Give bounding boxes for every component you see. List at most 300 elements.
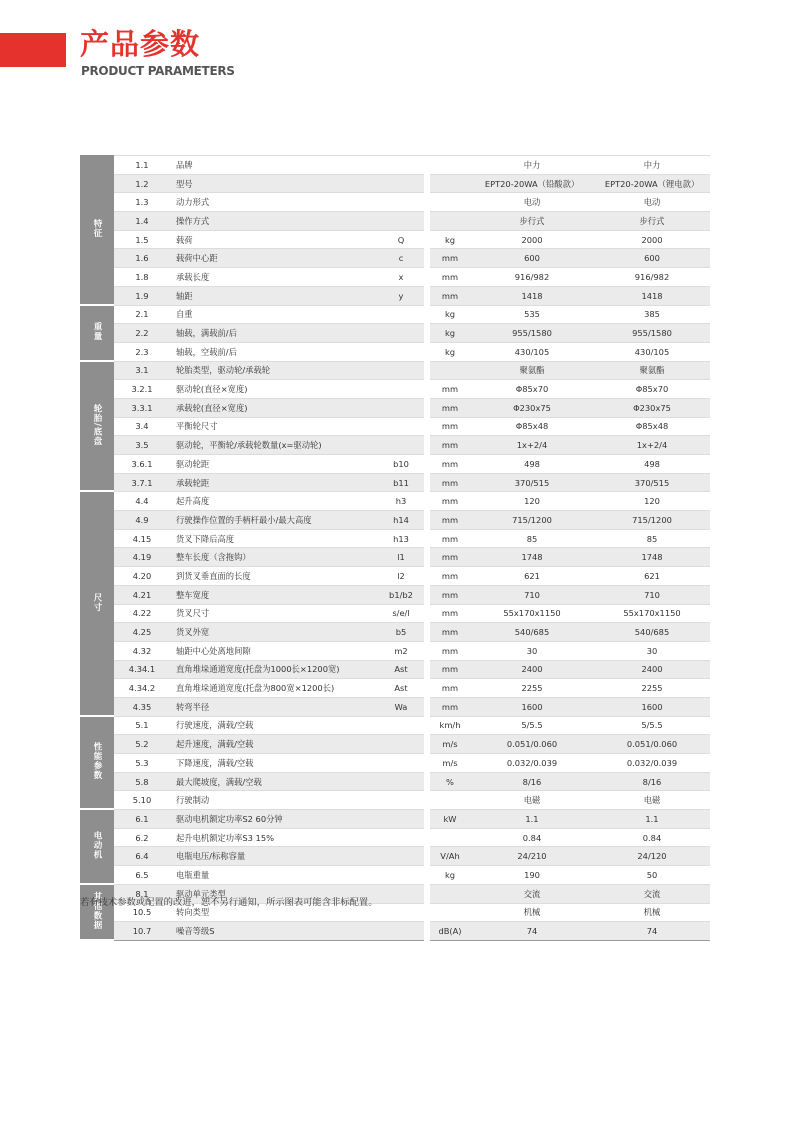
row-number: 4.22 xyxy=(114,605,170,624)
parameter-symbol: m2 xyxy=(378,642,424,661)
value-lithium: 0.032/0.039 xyxy=(594,754,710,773)
table-row xyxy=(80,847,710,866)
value-lead-acid: EPT20-20WA（铅酸款） xyxy=(470,175,594,194)
parameter-unit: m/s xyxy=(430,735,470,754)
table-row xyxy=(80,175,710,194)
table-row xyxy=(80,679,710,698)
parameter-symbol: b1/b2 xyxy=(378,586,424,605)
parameter-symbol: b10 xyxy=(378,455,424,474)
value-lead-acid: 498 xyxy=(470,455,594,474)
parameter-symbol: b5 xyxy=(378,623,424,642)
value-lead-acid: 540/685 xyxy=(470,623,594,642)
row-number: 5.1 xyxy=(114,717,170,736)
parameter-symbol: c xyxy=(378,249,424,268)
parameter-name: 起升电机额定功率S3 15% xyxy=(170,829,378,848)
value-lead-acid: 1x+2/4 xyxy=(470,436,594,455)
value-lithium: 1600 xyxy=(594,698,710,717)
value-lead-acid: 710 xyxy=(470,586,594,605)
value-lead-acid: 0.84 xyxy=(470,829,594,848)
value-lead-acid: 8/16 xyxy=(470,773,594,792)
value-lithium: Φ230x75 xyxy=(594,399,710,418)
parameter-unit: mm xyxy=(430,661,470,680)
row-number: 6.1 xyxy=(114,810,170,829)
parameter-symbol xyxy=(378,212,424,231)
value-lithium: 机械 xyxy=(594,904,710,923)
parameter-symbol: Ast xyxy=(378,679,424,698)
row-number: 5.2 xyxy=(114,735,170,754)
table-row xyxy=(80,623,710,642)
value-lead-acid: 715/1200 xyxy=(470,511,594,530)
value-lead-acid: 2400 xyxy=(470,661,594,680)
table-row xyxy=(80,399,710,418)
table-row xyxy=(80,829,710,848)
value-lithium: 1748 xyxy=(594,548,710,567)
parameter-name: 型号 xyxy=(170,175,378,194)
parameter-name: 轮胎类型，驱动轮/承载轮 xyxy=(170,362,378,381)
parameter-symbol: y xyxy=(378,287,424,306)
value-lithium: 715/1200 xyxy=(594,511,710,530)
table-row xyxy=(80,605,710,624)
row-number: 4.32 xyxy=(114,642,170,661)
value-lead-acid: 中力 xyxy=(470,155,594,175)
parameter-name: 整车长度（含拖钩） xyxy=(170,548,378,567)
value-lithium: 74 xyxy=(594,922,710,941)
value-lithium: 8/16 xyxy=(594,773,710,792)
table-row xyxy=(80,231,710,250)
table-row xyxy=(80,306,710,325)
value-lithium: 600 xyxy=(594,249,710,268)
table-row xyxy=(80,212,710,231)
row-number: 4.4 xyxy=(114,492,170,511)
parameter-symbol xyxy=(378,306,424,325)
parameter-unit: kg xyxy=(430,306,470,325)
table-row xyxy=(80,492,710,511)
parameter-unit: kg xyxy=(430,343,470,362)
row-number: 1.4 xyxy=(114,212,170,231)
parameter-name: 平衡轮尺寸 xyxy=(170,418,378,437)
value-lithium: 1.1 xyxy=(594,810,710,829)
value-lead-acid: Φ230x75 xyxy=(470,399,594,418)
parameter-name: 驱动轮距 xyxy=(170,455,378,474)
row-number: 3.5 xyxy=(114,436,170,455)
category-label xyxy=(80,306,114,362)
parameter-unit: mm xyxy=(430,698,470,717)
value-lithium: 1x+2/4 xyxy=(594,436,710,455)
parameter-symbol: l2 xyxy=(378,567,424,586)
value-lead-acid: 步行式 xyxy=(470,212,594,231)
parameter-unit: mm xyxy=(430,492,470,511)
value-lead-acid: 1418 xyxy=(470,287,594,306)
table-row xyxy=(80,791,710,810)
parameter-symbol: Q xyxy=(378,231,424,250)
parameter-unit: mm xyxy=(430,455,470,474)
table-row xyxy=(80,810,710,829)
parameter-unit: mm xyxy=(430,548,470,567)
parameter-name: 品牌 xyxy=(170,155,378,175)
parameter-unit: km/h xyxy=(430,717,470,736)
row-number: 3.1 xyxy=(114,362,170,381)
row-number: 8.1 xyxy=(114,885,170,904)
value-lithium: 621 xyxy=(594,567,710,586)
table-row xyxy=(80,661,710,680)
parameter-unit xyxy=(430,362,470,381)
value-lead-acid: 机械 xyxy=(470,904,594,923)
parameter-symbol xyxy=(378,380,424,399)
value-lead-acid: 2000 xyxy=(470,231,594,250)
value-lithium: 498 xyxy=(594,455,710,474)
row-number: 6.4 xyxy=(114,847,170,866)
parameter-symbol xyxy=(378,324,424,343)
value-lithium: 2000 xyxy=(594,231,710,250)
parameter-name: 自重 xyxy=(170,306,378,325)
row-number: 1.5 xyxy=(114,231,170,250)
parameter-name: 到货叉垂直面的长度 xyxy=(170,567,378,586)
parameter-unit xyxy=(430,829,470,848)
parameter-name: 承载轮距 xyxy=(170,474,378,493)
category-label-text: 轮胎/底盘 xyxy=(92,403,102,447)
value-lead-acid: 55x170x1150 xyxy=(470,605,594,624)
parameter-symbol xyxy=(378,436,424,455)
category-label xyxy=(80,155,114,306)
row-number: 4.34.1 xyxy=(114,661,170,680)
value-lead-acid: 955/1580 xyxy=(470,324,594,343)
row-number: 1.2 xyxy=(114,175,170,194)
value-lithium: 50 xyxy=(594,866,710,885)
row-number: 3.2.1 xyxy=(114,380,170,399)
row-number: 1.8 xyxy=(114,268,170,287)
parameter-unit: mm xyxy=(430,530,470,549)
row-number: 3.6.1 xyxy=(114,455,170,474)
parameter-unit xyxy=(430,155,470,175)
row-number: 4.20 xyxy=(114,567,170,586)
table-row xyxy=(80,362,710,381)
parameter-name: 电瓶重量 xyxy=(170,866,378,885)
parameter-unit: V/Ah xyxy=(430,847,470,866)
category-label-text: 其他数据 xyxy=(92,891,102,930)
parameter-symbol xyxy=(378,922,424,941)
value-lead-acid: 600 xyxy=(470,249,594,268)
parameter-name: 整车宽度 xyxy=(170,586,378,605)
parameter-symbol: Wa xyxy=(378,698,424,717)
table-row xyxy=(80,642,710,661)
row-number: 4.9 xyxy=(114,511,170,530)
value-lead-acid: 2255 xyxy=(470,679,594,698)
value-lithium: 聚氨酯 xyxy=(594,362,710,381)
table-row xyxy=(80,455,710,474)
value-lead-acid: 535 xyxy=(470,306,594,325)
value-lithium: 电磁 xyxy=(594,791,710,810)
row-number: 10.5 xyxy=(114,904,170,923)
parameter-name: 直角堆垛通道宽度(托盘为800宽×1200长) xyxy=(170,679,378,698)
value-lithium: 430/105 xyxy=(594,343,710,362)
parameter-unit xyxy=(430,193,470,212)
table-row xyxy=(80,698,710,717)
value-lead-acid: 24/210 xyxy=(470,847,594,866)
row-number: 3.4 xyxy=(114,418,170,437)
value-lithium: 120 xyxy=(594,492,710,511)
parameter-symbol xyxy=(378,418,424,437)
value-lithium: 5/5.5 xyxy=(594,717,710,736)
category-label xyxy=(80,810,114,885)
value-lithium: 电动 xyxy=(594,193,710,212)
value-lithium: 916/982 xyxy=(594,268,710,287)
parameter-symbol: b11 xyxy=(378,474,424,493)
parameter-unit: mm xyxy=(430,418,470,437)
table-row xyxy=(80,249,710,268)
table-row xyxy=(80,287,710,306)
parameter-unit: % xyxy=(430,773,470,792)
table-row xyxy=(80,193,710,212)
value-lithium: 2255 xyxy=(594,679,710,698)
parameter-symbol: x xyxy=(378,268,424,287)
spec-table xyxy=(80,155,710,941)
table-row xyxy=(80,773,710,792)
value-lithium: 0.84 xyxy=(594,829,710,848)
value-lithium: Φ85x70 xyxy=(594,380,710,399)
parameter-unit: mm xyxy=(430,679,470,698)
row-number: 1.3 xyxy=(114,193,170,212)
parameter-name: 轴载，空载前/后 xyxy=(170,343,378,362)
parameter-name: 驱动单元类型 xyxy=(170,885,378,904)
parameter-symbol xyxy=(378,885,424,904)
value-lead-acid: 85 xyxy=(470,530,594,549)
parameter-symbol: h14 xyxy=(378,511,424,530)
parameter-name: 承载长度 xyxy=(170,268,378,287)
table-row xyxy=(80,717,710,736)
value-lithium: 30 xyxy=(594,642,710,661)
parameter-symbol: l1 xyxy=(378,548,424,567)
table-row xyxy=(80,474,710,493)
category-label xyxy=(80,362,114,493)
parameter-name: 动力形式 xyxy=(170,193,378,212)
value-lithium: 步行式 xyxy=(594,212,710,231)
parameter-name: 轴距 xyxy=(170,287,378,306)
value-lithium: Φ85x48 xyxy=(594,418,710,437)
footnote: 若有技术参数或配置的改进，恕不另行通知，所示图表可能含非标配置。 xyxy=(80,897,378,908)
parameter-name: 轴距中心处离地间隙 xyxy=(170,642,378,661)
category-label-text: 性能参数 xyxy=(92,742,102,781)
parameter-name: 最大爬坡度，满载/空载 xyxy=(170,773,378,792)
parameter-symbol xyxy=(378,773,424,792)
parameter-name: 下降速度，满载/空载 xyxy=(170,754,378,773)
parameter-name: 货叉外宽 xyxy=(170,623,378,642)
row-number: 4.15 xyxy=(114,530,170,549)
value-lead-acid: 30 xyxy=(470,642,594,661)
parameter-symbol: h3 xyxy=(378,492,424,511)
parameter-symbol xyxy=(378,829,424,848)
value-lead-acid: 74 xyxy=(470,922,594,941)
value-lead-acid: 电磁 xyxy=(470,791,594,810)
table-row xyxy=(80,436,710,455)
table-row xyxy=(80,418,710,437)
parameter-unit: mm xyxy=(430,287,470,306)
table-row xyxy=(80,511,710,530)
row-number: 6.5 xyxy=(114,866,170,885)
value-lead-acid: 1.1 xyxy=(470,810,594,829)
page-subtitle: PRODUCT PARAMETERS xyxy=(81,64,235,78)
parameter-symbol xyxy=(378,362,424,381)
parameter-name: 货叉下降后高度 xyxy=(170,530,378,549)
parameter-name: 操作方式 xyxy=(170,212,378,231)
value-lithium: 交流 xyxy=(594,885,710,904)
parameter-symbol xyxy=(378,904,424,923)
value-lithium: 24/120 xyxy=(594,847,710,866)
parameter-name: 起升高度 xyxy=(170,492,378,511)
row-number: 5.10 xyxy=(114,791,170,810)
value-lead-acid: 聚氨酯 xyxy=(470,362,594,381)
row-number: 1.9 xyxy=(114,287,170,306)
parameter-symbol: s/e/l xyxy=(378,605,424,624)
value-lead-acid: 430/105 xyxy=(470,343,594,362)
parameter-unit: mm xyxy=(430,380,470,399)
row-number: 4.34.2 xyxy=(114,679,170,698)
value-lead-acid: 370/515 xyxy=(470,474,594,493)
table-row xyxy=(80,380,710,399)
table-row xyxy=(80,343,710,362)
parameter-unit: mm xyxy=(430,268,470,287)
parameter-symbol xyxy=(378,847,424,866)
row-number: 1.1 xyxy=(114,155,170,175)
row-number: 4.21 xyxy=(114,586,170,605)
parameter-name: 噪音等级S xyxy=(170,922,378,941)
value-lithium: 370/515 xyxy=(594,474,710,493)
parameter-symbol xyxy=(378,343,424,362)
row-number: 5.3 xyxy=(114,754,170,773)
value-lead-acid: 0.032/0.039 xyxy=(470,754,594,773)
value-lead-acid: 120 xyxy=(470,492,594,511)
value-lead-acid: 1600 xyxy=(470,698,594,717)
row-number: 6.2 xyxy=(114,829,170,848)
row-number: 1.6 xyxy=(114,249,170,268)
parameter-symbol xyxy=(378,754,424,773)
parameter-unit: mm xyxy=(430,511,470,530)
value-lithium: 中力 xyxy=(594,155,710,175)
row-number: 4.19 xyxy=(114,548,170,567)
parameter-unit: kg xyxy=(430,866,470,885)
parameter-name: 货叉尺寸 xyxy=(170,605,378,624)
parameter-unit xyxy=(430,904,470,923)
parameter-name: 行驶操作位置的手柄杆最小/最大高度 xyxy=(170,511,378,530)
parameter-name: 载荷 xyxy=(170,231,378,250)
page-title: 产品参数 xyxy=(80,27,201,61)
parameter-unit xyxy=(430,175,470,194)
row-number: 3.3.1 xyxy=(114,399,170,418)
parameter-name: 电瓶电压/标称容量 xyxy=(170,847,378,866)
parameter-symbol xyxy=(378,866,424,885)
row-number: 2.3 xyxy=(114,343,170,362)
table-row xyxy=(80,586,710,605)
value-lead-acid: 1748 xyxy=(470,548,594,567)
parameter-unit: mm xyxy=(430,586,470,605)
value-lithium: EPT20-20WA（锂电款） xyxy=(594,175,710,194)
value-lithium: 1418 xyxy=(594,287,710,306)
parameter-symbol xyxy=(378,810,424,829)
parameter-name: 行驶速度，满载/空载 xyxy=(170,717,378,736)
parameter-unit xyxy=(430,885,470,904)
row-number: 2.1 xyxy=(114,306,170,325)
parameter-name: 行驶制动 xyxy=(170,791,378,810)
row-number: 10.7 xyxy=(114,922,170,941)
parameter-name: 承载轮(直径×宽度) xyxy=(170,399,378,418)
value-lead-acid: 交流 xyxy=(470,885,594,904)
parameter-name: 载荷中心距 xyxy=(170,249,378,268)
parameter-name: 驱动轮(直径×宽度) xyxy=(170,380,378,399)
value-lead-acid: 621 xyxy=(470,567,594,586)
value-lead-acid: 0.051/0.060 xyxy=(470,735,594,754)
parameter-name: 直角堆垛通道宽度(托盘为1000长×1200宽) xyxy=(170,661,378,680)
row-number: 5.8 xyxy=(114,773,170,792)
value-lithium: 55x170x1150 xyxy=(594,605,710,624)
row-number: 3.7.1 xyxy=(114,474,170,493)
table-row xyxy=(80,922,710,941)
value-lead-acid: 916/982 xyxy=(470,268,594,287)
value-lithium: 85 xyxy=(594,530,710,549)
table-row xyxy=(80,548,710,567)
category-label xyxy=(80,492,114,716)
value-lead-acid: 电动 xyxy=(470,193,594,212)
parameter-symbol: Ast xyxy=(378,661,424,680)
parameter-unit xyxy=(430,212,470,231)
parameter-symbol: h13 xyxy=(378,530,424,549)
table-row xyxy=(80,268,710,287)
value-lithium: 955/1580 xyxy=(594,324,710,343)
category-label-text: 特征 xyxy=(92,218,102,238)
parameter-unit: mm xyxy=(430,567,470,586)
table-row xyxy=(80,324,710,343)
row-number: 4.25 xyxy=(114,623,170,642)
value-lead-acid: 5/5.5 xyxy=(470,717,594,736)
parameter-symbol xyxy=(378,399,424,418)
parameter-unit xyxy=(430,791,470,810)
parameter-symbol xyxy=(378,193,424,212)
parameter-symbol xyxy=(378,791,424,810)
header-accent-bar xyxy=(0,33,66,67)
row-number: 4.35 xyxy=(114,698,170,717)
value-lithium: 0.051/0.060 xyxy=(594,735,710,754)
value-lithium: 710 xyxy=(594,586,710,605)
parameter-symbol xyxy=(378,717,424,736)
parameter-unit: dB(A) xyxy=(430,922,470,941)
parameter-unit: mm xyxy=(430,642,470,661)
row-number: 2.2 xyxy=(114,324,170,343)
parameter-symbol xyxy=(378,735,424,754)
category-label-text: 重量 xyxy=(92,322,102,342)
value-lithium: 540/685 xyxy=(594,623,710,642)
value-lead-acid: Φ85x48 xyxy=(470,418,594,437)
table-row xyxy=(80,735,710,754)
category-label-text: 电动机 xyxy=(92,831,102,860)
parameter-unit: mm xyxy=(430,399,470,418)
parameter-name: 转弯半径 xyxy=(170,698,378,717)
category-label xyxy=(80,717,114,810)
parameter-name: 起升速度，满载/空载 xyxy=(170,735,378,754)
value-lithium: 385 xyxy=(594,306,710,325)
table-row xyxy=(80,567,710,586)
table-row xyxy=(80,866,710,885)
table-row xyxy=(80,155,710,175)
parameter-symbol xyxy=(378,175,424,194)
parameter-unit: mm xyxy=(430,623,470,642)
parameter-unit: m/s xyxy=(430,754,470,773)
parameter-name: 转向类型 xyxy=(170,904,378,923)
parameter-unit: kg xyxy=(430,231,470,250)
table-row xyxy=(80,530,710,549)
value-lead-acid: 190 xyxy=(470,866,594,885)
parameter-unit: kW xyxy=(430,810,470,829)
value-lithium: 2400 xyxy=(594,661,710,680)
parameter-name: 轴载，满载前/后 xyxy=(170,324,378,343)
value-lead-acid: Φ85x70 xyxy=(470,380,594,399)
